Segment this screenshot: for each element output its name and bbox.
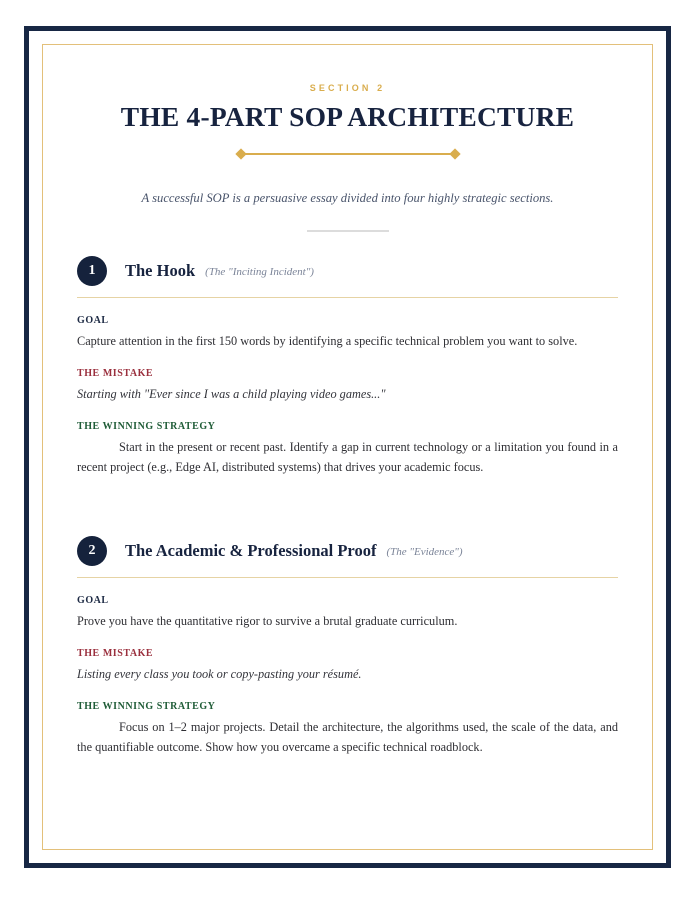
section-2-number-badge: 2 <box>77 536 107 566</box>
section-1-mistake-text: Starting with "Ever since I was a child playing video games..." <box>77 387 386 402</box>
section-2-title: The Academic & Professional Proof <box>125 540 377 560</box>
section-2-mistake-label: THE MISTAKE <box>77 648 154 660</box>
divider-bar <box>243 153 453 155</box>
section-block-2 <box>77 536 618 758</box>
diamond-divider <box>237 147 459 161</box>
section-1-strategy-label: THE WINNING STRATEGY <box>77 420 216 432</box>
intro-separator-rule <box>307 230 389 232</box>
section-1-goal-text: Capture attention in the first 150 words by identifying a specific technical problem you want to solve. <box>77 334 578 349</box>
outer-border-frame <box>24 26 671 868</box>
intro-text: A successful SOP is a persuasive essay divided into four highly strategic sections. <box>141 190 554 205</box>
section-1-number-badge: 1 <box>77 256 107 286</box>
section-2-header <box>77 536 618 566</box>
section-1-rule <box>77 297 618 299</box>
diamond-right-icon <box>449 148 460 159</box>
inner-gold-border-frame <box>42 44 653 850</box>
section-1-header <box>77 256 618 286</box>
section-2-mistake-text: Listing every class you took or copy-pasting your résumé. <box>77 667 362 682</box>
page-content <box>43 45 652 849</box>
section-1-strategy-text: Start in the present or recent past. Identify a gap in current technology or a limitation you found in a recent project (e.g., Edge AI, distributed systems) that drives your academic focus. <box>77 439 618 474</box>
section-block-1 <box>77 256 618 478</box>
section-2-strategy-text: Focus on 1–2 major projects. Detail the architecture, the algorithms used, the scale of the data, and the quantifiable outcome. Show how you overcame a specific technical roadblock. <box>77 719 618 754</box>
section-2-subtitle: (The "Evidence") <box>386 545 463 558</box>
section-eyebrow-label: SECTION 2 <box>309 83 386 93</box>
section-1-mistake-label: THE MISTAKE <box>77 368 154 380</box>
section-1-goal-label: GOAL <box>77 315 109 327</box>
section-2-strategy-label: THE WINNING STRATEGY <box>77 700 216 712</box>
section-2-goal-text: Prove you have the quantitative rigor to survive a brutal graduate curriculum. <box>77 614 458 629</box>
section-2-goal-label: GOAL <box>77 595 109 607</box>
section-1-title: The Hook <box>125 260 196 280</box>
section-1-subtitle: (The "Inciting Incident") <box>205 265 314 278</box>
page-title: THE 4-PART SOP ARCHITECTURE <box>120 101 575 132</box>
section-2-rule <box>77 577 618 579</box>
